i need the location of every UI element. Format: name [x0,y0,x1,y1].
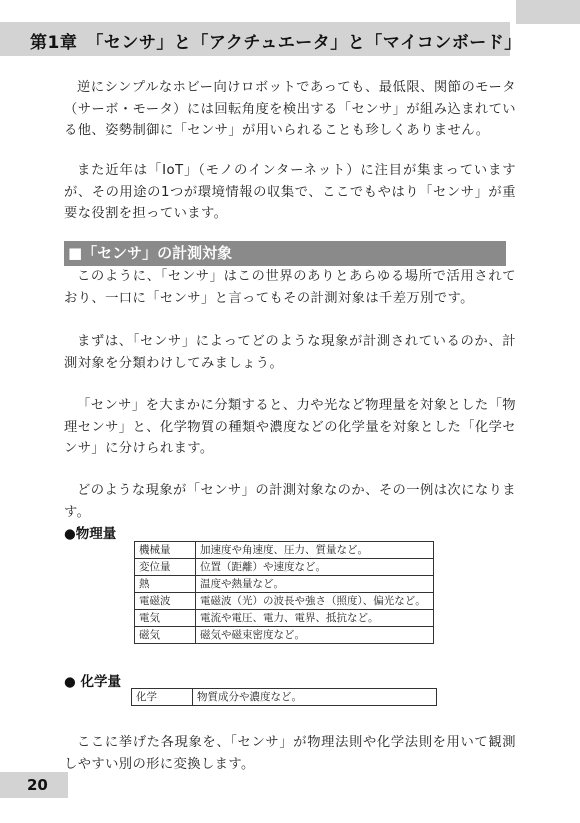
table-value: 位置（距離）や速度など。 [196,559,434,576]
section-heading: ■「センサ」の計測対象 [64,241,506,266]
table-key: 磁気 [135,627,196,644]
table-row [135,627,434,644]
table-key: 変位量 [135,559,196,576]
paragraph-6: どのような現象が「センサ」の計測対象なのか、その一例は次になります。 [64,483,516,520]
table-row [132,689,437,706]
chemical-quantity-table [131,688,437,706]
physical-quantity-heading: ●物理量 [64,526,117,542]
page-number: 20 [27,776,48,794]
table-row [135,559,434,576]
paragraph-2: また近年は「IoT」（モノのインターネット）に注目が集まっていますが、その用途の1つが環境情報の収集で、ここでもやはり「センサ」が重要な役割を担っています。 [64,163,516,221]
table-key: 熱 [135,576,196,593]
table-key: 機械量 [135,542,196,559]
chapter-title: 第1章 「センサ」と「アクチュエータ」と「マイコンボード」 [30,33,522,53]
paragraph-7: ここに挙げた各現象を、「センサ」が物理法則や化学法則を用いて観測しやすい別の形に変換します。 [64,735,516,772]
table-row [135,576,434,593]
table-value: 電磁波（光）の波長や強さ（照度）、偏光など。 [196,593,434,610]
paragraph-3: このように、「センサ」はこの世界のありとあらゆる場所で活用されており、一口に「センサ」と言ってもその計測対象は千差万別です。 [64,269,516,306]
paragraph-1: 逆にシンプルなホビー向けロボットであっても、最低限、関節のモータ（サーボ・モータ）には回転角度を検出する「センサ」が組み込まれている他、姿勢制御に「センサ」が用いられることも珍しくありません。 [64,80,516,138]
table-row [135,610,434,627]
table-key: 電磁波 [135,593,196,610]
chemical-quantity-heading: ● 化学量 [64,674,121,690]
table-value: 温度や熱量など。 [196,576,434,593]
physical-quantity-table [134,541,434,644]
table-key: 化学 [132,689,193,706]
table-value: 磁気や磁束密度など。 [196,627,434,644]
table-value: 加速度や角速度、圧力、質量など。 [196,542,434,559]
table-key: 電気 [135,610,196,627]
table-row [135,593,434,610]
paragraph-4: まずは、「センサ」によってどのような現象が計測されているのか、計測対象を分類わけしてみましょう。 [64,334,516,371]
table-row [135,542,434,559]
table-value: 物質成分や濃度など。 [193,689,437,706]
table-value: 電流や電圧、電力、電界、抵抗など。 [196,610,434,627]
header-tab [516,0,580,24]
paragraph-5: 「センサ」を大まかに分類すると、力や光など物理量を対象とした「物理センサ」と、化学物質の種類や濃度などの化学量を対象とした「化学センサ」に分けられます。 [64,398,516,456]
